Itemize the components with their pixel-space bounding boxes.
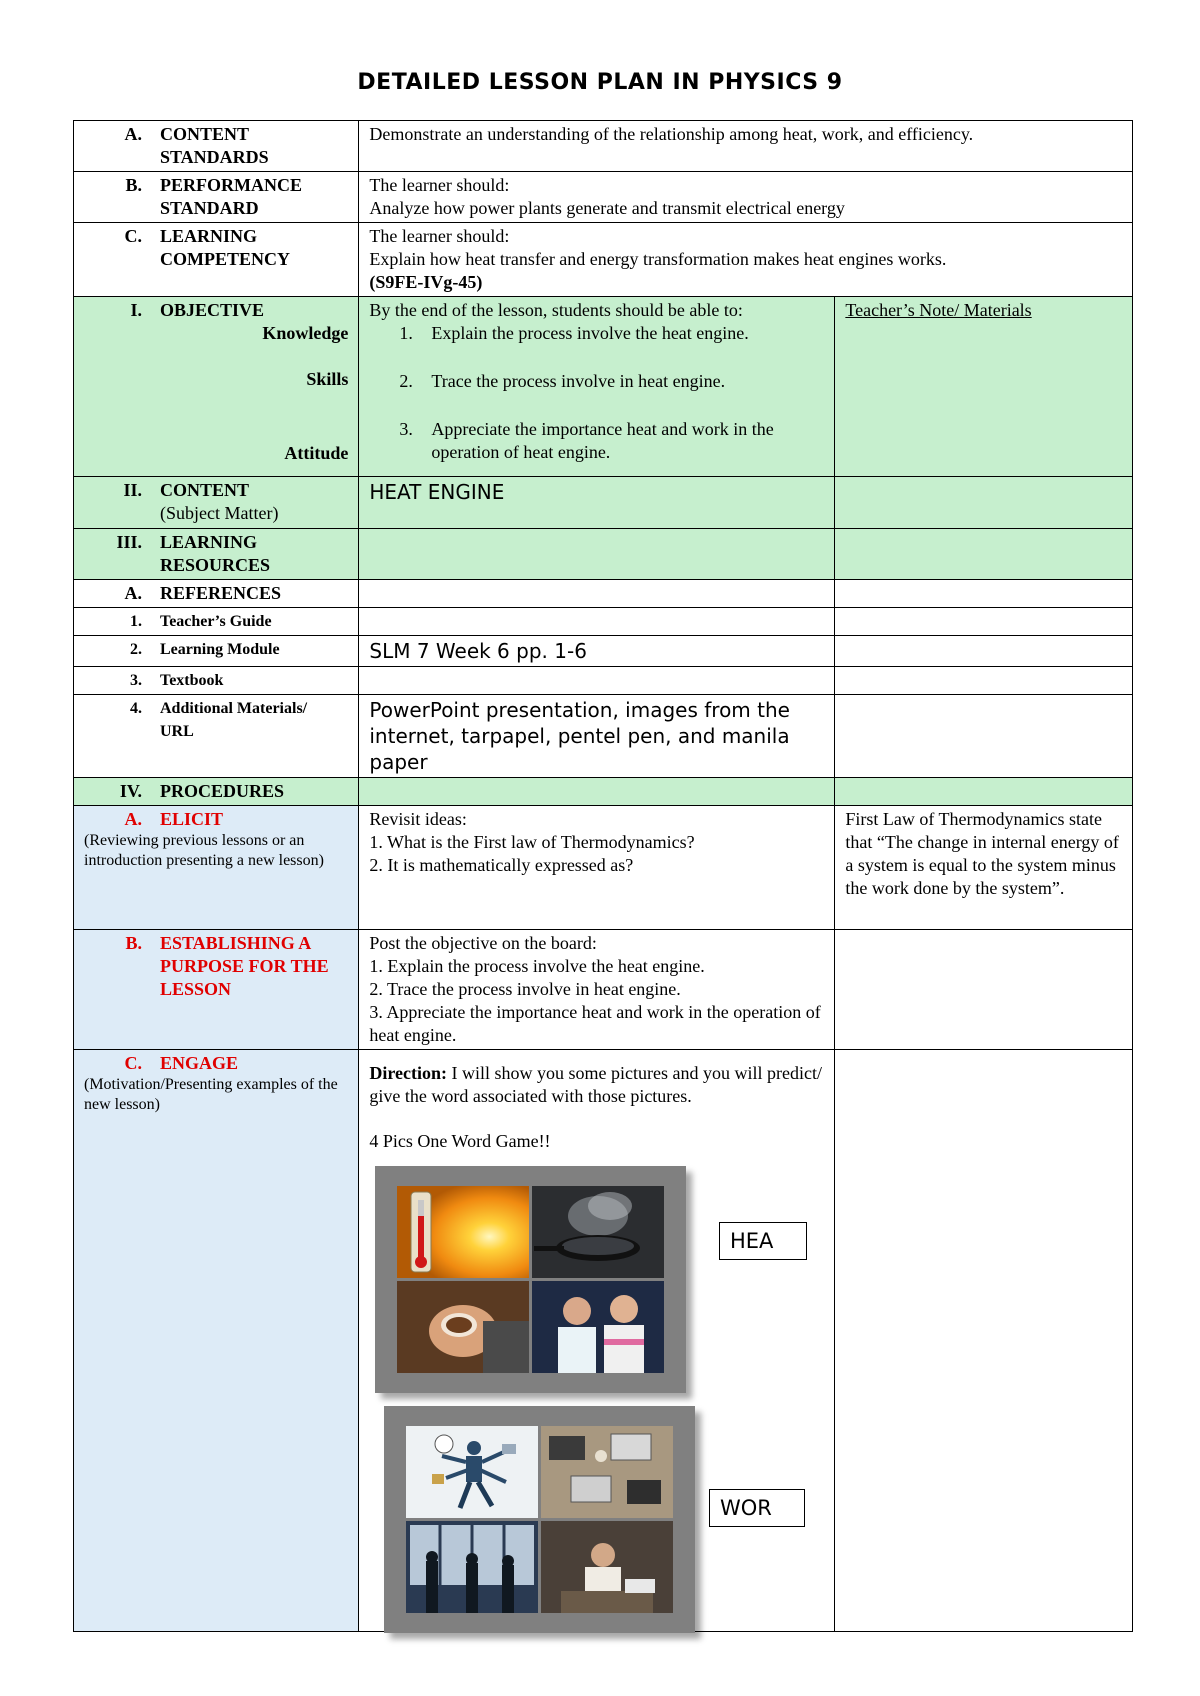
engage-num: C. [124,1053,142,1073]
learning-module-label-cell [74,636,359,667]
content-standards-text: Demonstrate an understanding of the relationship among heat, work, and efficiency. [359,121,1133,172]
elicit-num: A. [124,809,142,829]
learning-resources-label-cell [74,529,359,580]
learning-resources-cell [359,529,835,580]
elicit-intro: Revisit ideas: [369,809,467,829]
procedures-note-cell [835,778,1133,806]
purpose-note-cell [835,930,1133,1050]
learning-competency-code: (S9FE-IVg-45) [369,272,483,292]
objective-item: 2. Trace the process involve in heat engine. [417,370,824,393]
learning-resources-num: III. [116,532,142,552]
engage-note-cell [835,1050,1133,1632]
procedures-cell [359,778,835,806]
row-learning-resources [74,529,1133,580]
purpose-line-2: 2. Trace the process involve in heat engine. [369,979,681,999]
purpose-num: B. [125,933,142,953]
thermometer-sun-image [397,1186,529,1278]
row-textbook [74,667,1133,695]
business-people-window-image [406,1521,538,1613]
person-at-desk-image [541,1521,673,1613]
textbook-label-cell [74,667,359,695]
engage-sublabel: (Motivation/Presenting examples of the new lesson) [84,1076,338,1113]
teachers-guide-value [359,608,835,636]
row-performance-standard [74,172,1133,223]
row-learning-competency [74,223,1133,297]
performance-standard-line1: The learner should: [369,175,510,195]
learning-module-note-cell [835,636,1133,667]
content-label: CONTENT [160,480,250,500]
learning-competency-label: LEARNING COMPETENCY [160,226,290,269]
purpose-intro: Post the objective on the board: [369,933,597,953]
additional-materials-num: 4. [130,700,142,717]
elicit-label: ELICIT [160,809,224,829]
purpose-label-cell [74,930,359,1050]
references-label-cell [74,580,359,608]
content-standards-label-cell [74,121,359,172]
learning-competency-line2: Explain how heat transfer and energy transformation makes heat engines works. [369,249,947,269]
content-num: II. [123,480,142,500]
row-content [74,477,1133,529]
objective-content-cell [359,297,835,477]
textbook-label: Textbook [160,672,224,689]
content-note-cell [835,477,1133,529]
page-title: DETAILED LESSON PLAN IN PHYSICS 9 [357,70,843,95]
elicit-question-1: 1. What is the First law of Thermodynamics? [369,832,695,852]
performance-standard-line2: Analyze how power plants generate and transmit electrical energy [369,198,845,218]
content-standards-num: A. [124,124,142,144]
performance-standard-label-cell [74,172,359,223]
content-standards-label: CONTENT STANDARDS [160,124,269,167]
textbook-num: 3. [130,672,142,689]
learning-competency-line1: The learner should: [369,226,510,246]
objective-domain-attitude: Attitude [284,443,349,463]
learning-resources-note-cell [835,529,1133,580]
objective-label-cell [74,297,359,477]
additional-materials-label: Additional Materials/ URL [160,700,308,740]
textbook-value [359,667,835,695]
objective-note-cell [835,297,1133,477]
purpose-line-1: 1. Explain the process involve the heat engine. [369,956,705,976]
references-note-cell [835,580,1133,608]
additional-materials-value: PowerPoint presentation, images from the internet, tarpapel, pentel pen, and manila paper [359,695,835,778]
objective-intro: By the end of the lesson, students should be able to: [369,300,743,320]
row-references [74,580,1133,608]
learning-module-label: Learning Module [160,641,280,658]
learning-module-num: 2. [130,641,142,658]
objective-list [369,322,824,464]
purpose-label: ESTABLISHING A PURPOSE FOR THE LESSON [160,933,329,999]
performance-standard-label: PERFORMANCE STANDARD [160,175,302,218]
learning-module-value: SLM 7 Week 6 pp. 1-6 [359,636,835,667]
references-cell [359,580,835,608]
engage-label-cell [74,1050,359,1632]
row-elicit [74,806,1133,930]
teachers-guide-num: 1. [130,613,142,630]
elicit-label-cell [74,806,359,930]
objective-domain-knowledge: Knowledge [262,323,349,343]
references-num: A. [124,583,142,603]
additional-materials-note-cell [835,695,1133,778]
content-label-cell [74,477,359,529]
heat-picture-panel [375,1166,686,1393]
row-objective [74,297,1133,477]
row-additional-materials [74,695,1133,778]
learning-competency-cell [359,223,1133,297]
content-sublabel: (Subject Matter) [160,503,279,523]
performance-standard-num: B. [125,175,142,195]
objective-num: I. [130,300,142,320]
objective-item: 3. Appreciate the importance heat and work in the operation of heat engine. [417,418,824,464]
objective-label: OBJECTIVE [160,300,265,320]
engage-direction-text: I will show you some pictures and you will predict/ give the word associated with those pictures. [369,1063,822,1106]
multitasking-worker-image [406,1426,538,1518]
engage-game-title: 4 Pics One Word Game!! [369,1131,551,1151]
row-learning-module [74,636,1133,667]
row-procedures [74,778,1133,806]
objective-domain-skills: Skills [306,369,349,389]
guess-word-box-heat: HEA [719,1222,807,1260]
guess-word-box-work: WOR [709,1489,805,1527]
purpose-content-cell [359,930,835,1050]
performance-standard-cell [359,172,1133,223]
elicit-question-2: 2. It is mathematically expressed as? [369,855,634,875]
teacher-note-header: Teacher’s Note/ Materials [845,300,1032,320]
procedures-label: PROCEDURES [160,781,285,801]
engage-label: ENGAGE [160,1053,239,1073]
teachers-guide-label-cell [74,608,359,636]
references-label: REFERENCES [160,583,282,603]
row-content-standards [74,121,1133,172]
basketball-players-image [532,1281,664,1373]
objective-item: 1. Explain the process involve the heat engine. [417,322,824,345]
row-teachers-guide [74,608,1133,636]
laptops-meeting-image [541,1426,673,1518]
teachers-guide-label: Teacher’s Guide [160,613,272,630]
engage-direction-label: Direction: [369,1063,448,1083]
work-picture-panel [384,1406,695,1633]
teachers-guide-note-cell [835,608,1133,636]
textbook-note-cell [835,667,1133,695]
elicit-sublabel: (Reviewing previous lessons or an introduction presenting a new lesson) [84,832,324,869]
additional-materials-label-cell [74,695,359,778]
procedures-label-cell [74,778,359,806]
purpose-line-3: 3. Appreciate the importance heat and work in the operation of heat engine. [369,1002,821,1045]
learning-resources-label: LEARNING RESOURCES [160,532,271,575]
learning-competency-label-cell [74,223,359,297]
learning-competency-num: C. [124,226,142,246]
content-value: HEAT ENGINE [359,477,835,529]
elicit-note: First Law of Thermodynamics state that “The change in internal energy of a system is equal to the system minus the work done by the system”. [835,806,1133,930]
engage-direction [369,1062,824,1108]
hands-holding-cup-image [397,1281,529,1373]
steaming-pan-image [532,1186,664,1278]
row-purpose [74,930,1133,1050]
elicit-content-cell [359,806,835,930]
procedures-num: IV. [119,781,142,801]
